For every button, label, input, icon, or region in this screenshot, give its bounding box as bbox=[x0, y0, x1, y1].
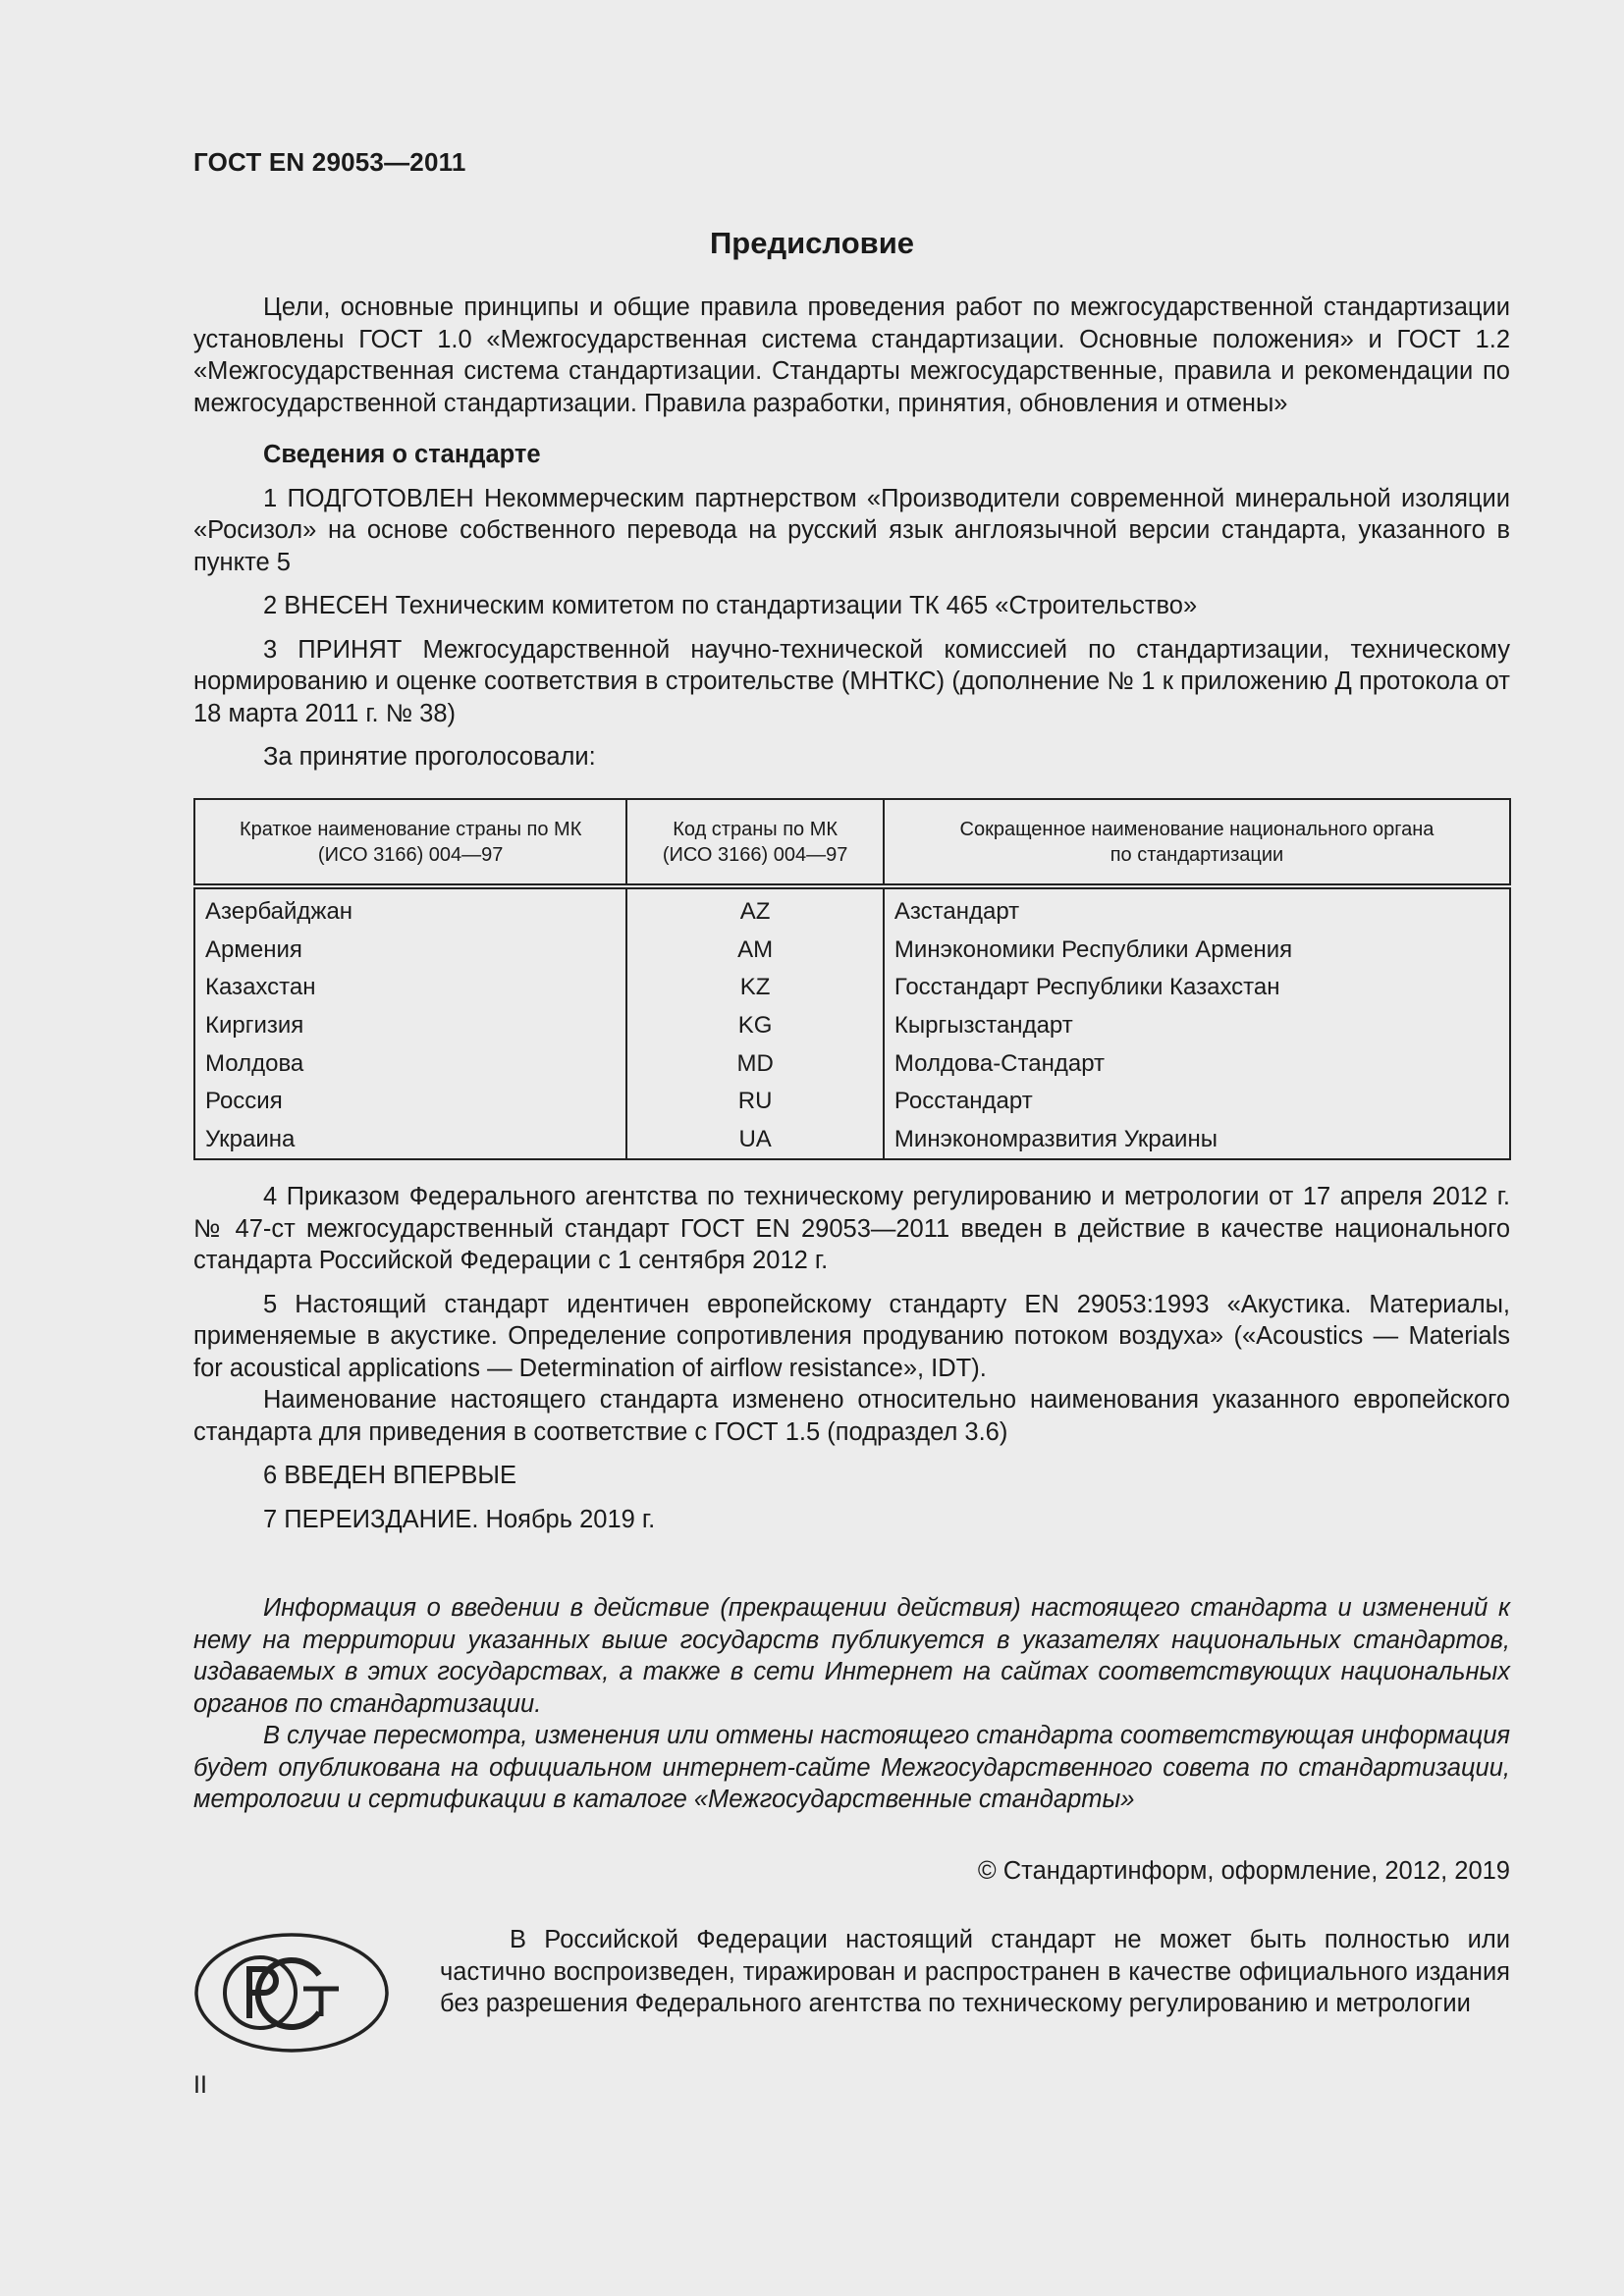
item-2-submitted: 2 ВНЕСЕН Техническим комитетом по стандартизации ТК 465 «Строительство» bbox=[263, 592, 1198, 619]
body-cell: Госстандарт Республики Казахстан bbox=[884, 969, 1510, 1007]
body-cell: Росстандарт bbox=[884, 1083, 1510, 1121]
page-title: Предисловие bbox=[709, 226, 914, 260]
header-country-code-line2: (ИСО 3166) 004—97 bbox=[662, 843, 848, 866]
header-standards-body-line1: Сокращенное наименование национального органа bbox=[959, 818, 1435, 840]
info-publication-paragraph: Информация о введении в действие (прекращении действия) настоящего стандарта и изменений к нему на территории указанных выше государств публикуется в указателях национальных стандартов, издаваемых в этих государствах, а также в сети Интернет на сайтах соответствующих национальных органов по стандартизации. bbox=[193, 1594, 1510, 1718]
body-cell: Молдова-Стандарт bbox=[884, 1044, 1510, 1083]
copyright-line: © Стандартинформ, оформление, 2012, 2019 bbox=[977, 1857, 1510, 1885]
standard-info-heading: Сведения о стандарте bbox=[263, 441, 541, 468]
country-cell: Киргизия bbox=[194, 1007, 626, 1045]
italic-notice-block bbox=[193, 1592, 1510, 1816]
table-row bbox=[194, 932, 1510, 970]
code-cell: KG bbox=[626, 1007, 884, 1045]
body-cell: Азстандарт bbox=[884, 886, 1510, 932]
country-cell: Молдова bbox=[194, 1044, 626, 1083]
code-cell: MD bbox=[626, 1044, 884, 1083]
item-5-name-change: Наименование настоящего стандарта изменено относительно наименования указанного европейского стандарта для приведения в соответствие с ГОСТ 1.5 (подраздел 3.6) bbox=[193, 1386, 1510, 1446]
code-cell: AM bbox=[626, 932, 884, 970]
item-6-introduced: 6 ВВЕДЕН ВПЕРВЫЕ bbox=[263, 1462, 517, 1489]
table-row bbox=[194, 1044, 1510, 1083]
table-row bbox=[194, 1121, 1510, 1160]
table-row bbox=[194, 1083, 1510, 1121]
header-country-name-line1: Краткое наименование страны по МК bbox=[239, 818, 582, 840]
voting-table bbox=[193, 798, 1511, 1160]
code-cell: KZ bbox=[626, 969, 884, 1007]
country-cell: Украина bbox=[194, 1121, 626, 1160]
revision-paragraph: В случае пересмотра, изменения или отмены настоящего стандарта соответствующая информация будет опубликована на официальном интернет-сайте Межгосударственного совета по стандартизации, метрологии и сертификации в каталоге «Межгосударственные стандарты» bbox=[193, 1722, 1510, 1813]
code-cell: AZ bbox=[626, 886, 884, 932]
country-cell: Азербайджан bbox=[194, 886, 626, 932]
item-4-order: 4 Приказом Федерального агентства по техническому регулированию и метрологии от 17 апреля 2012 г. № 47-ст межгосударственный стандарт ГОСТ EN 29053—2011 введен в действие в качестве национального стандарта Российской Федерации с 1 сентября 2012 г. bbox=[193, 1183, 1510, 1274]
foreword-body bbox=[193, 292, 1510, 774]
document-code-header: ГОСТ EN 29053—2011 bbox=[193, 147, 466, 177]
foreword-body-continued bbox=[193, 1181, 1510, 1535]
country-cell: Россия bbox=[194, 1083, 626, 1121]
item-7-reissue: 7 ПЕРЕИЗДАНИЕ. Ноябрь 2019 г. bbox=[263, 1505, 656, 1533]
copyright-notice: В Российской Федерации настоящий стандарт не может быть полностью или частично воспроизведен, тиражирован и распространен в качестве официального издания без разрешения Федерального агентства по техническому регулированию и метрологии bbox=[440, 1926, 1510, 2017]
header-country-code-line1: Код страны по МК bbox=[673, 818, 839, 840]
table-header-row bbox=[194, 799, 1510, 886]
table-row bbox=[194, 886, 1510, 932]
item-3-adopted: 3 ПРИНЯТ Межгосударственной научно-технической комиссией по стандартизации, техническому нормированию и оценке соответствия в строительстве (МНТКС) (дополнение № 1 к приложению Д протокола от 18 марта 2011 г. № 38) bbox=[193, 635, 1510, 727]
header-standards-body-line2: по стандартизации bbox=[1110, 843, 1284, 866]
voted-label: За принятие проголосовали: bbox=[263, 743, 596, 771]
body-cell: Кыргызстандарт bbox=[884, 1007, 1510, 1045]
header-country-code bbox=[626, 799, 884, 886]
item-5-identical: 5 Настоящий стандарт идентичен европейскому стандарту EN 29053:1993 «Акустика. Материалы, применяемые в акустике. Определение сопротивления продуванию потоком воздуха» («Acoustics — Materials for acoustical applications — Determination of airflow resistance», IDT). bbox=[193, 1290, 1510, 1382]
header-country-name bbox=[194, 799, 626, 886]
body-cell: Минэкономики Республики Армения bbox=[884, 932, 1510, 970]
header-standards-body bbox=[884, 799, 1510, 886]
body-cell: Минэкономразвития Украины bbox=[884, 1121, 1510, 1160]
table-row bbox=[194, 969, 1510, 1007]
table-row bbox=[194, 1007, 1510, 1045]
item-1-prepared: 1 ПОДГОТОВЛЕН Некоммерческим партнерством «Производители современной минеральной изоляции «Росизол» на основе собственного перевода на русский язык англоязычной версии стандарта, указанного в пункте 5 bbox=[193, 484, 1510, 576]
code-cell: RU bbox=[626, 1083, 884, 1121]
country-cell: Армения bbox=[194, 932, 626, 970]
header-country-name-line2: (ИСО 3166) 004—97 bbox=[317, 843, 504, 866]
code-cell: UA bbox=[626, 1121, 884, 1160]
intro-paragraph: Цели, основные принципы и общие правила проведения работ по межгосударственной стандартизации установлены ГОСТ 1.0 «Межгосударственная система стандартизации. Основные положения» и ГОСТ 1.2 «Межгосударственная система стандартизации. Стандарты межгосударственные, правила и рекомендации по межгосударственной стандартизации. Правила разработки, принятия, обновления и отмены» bbox=[193, 294, 1510, 417]
page-number: II bbox=[193, 2071, 207, 2099]
country-cell: Казахстан bbox=[194, 969, 626, 1007]
rst-logo-icon bbox=[193, 1932, 390, 2054]
